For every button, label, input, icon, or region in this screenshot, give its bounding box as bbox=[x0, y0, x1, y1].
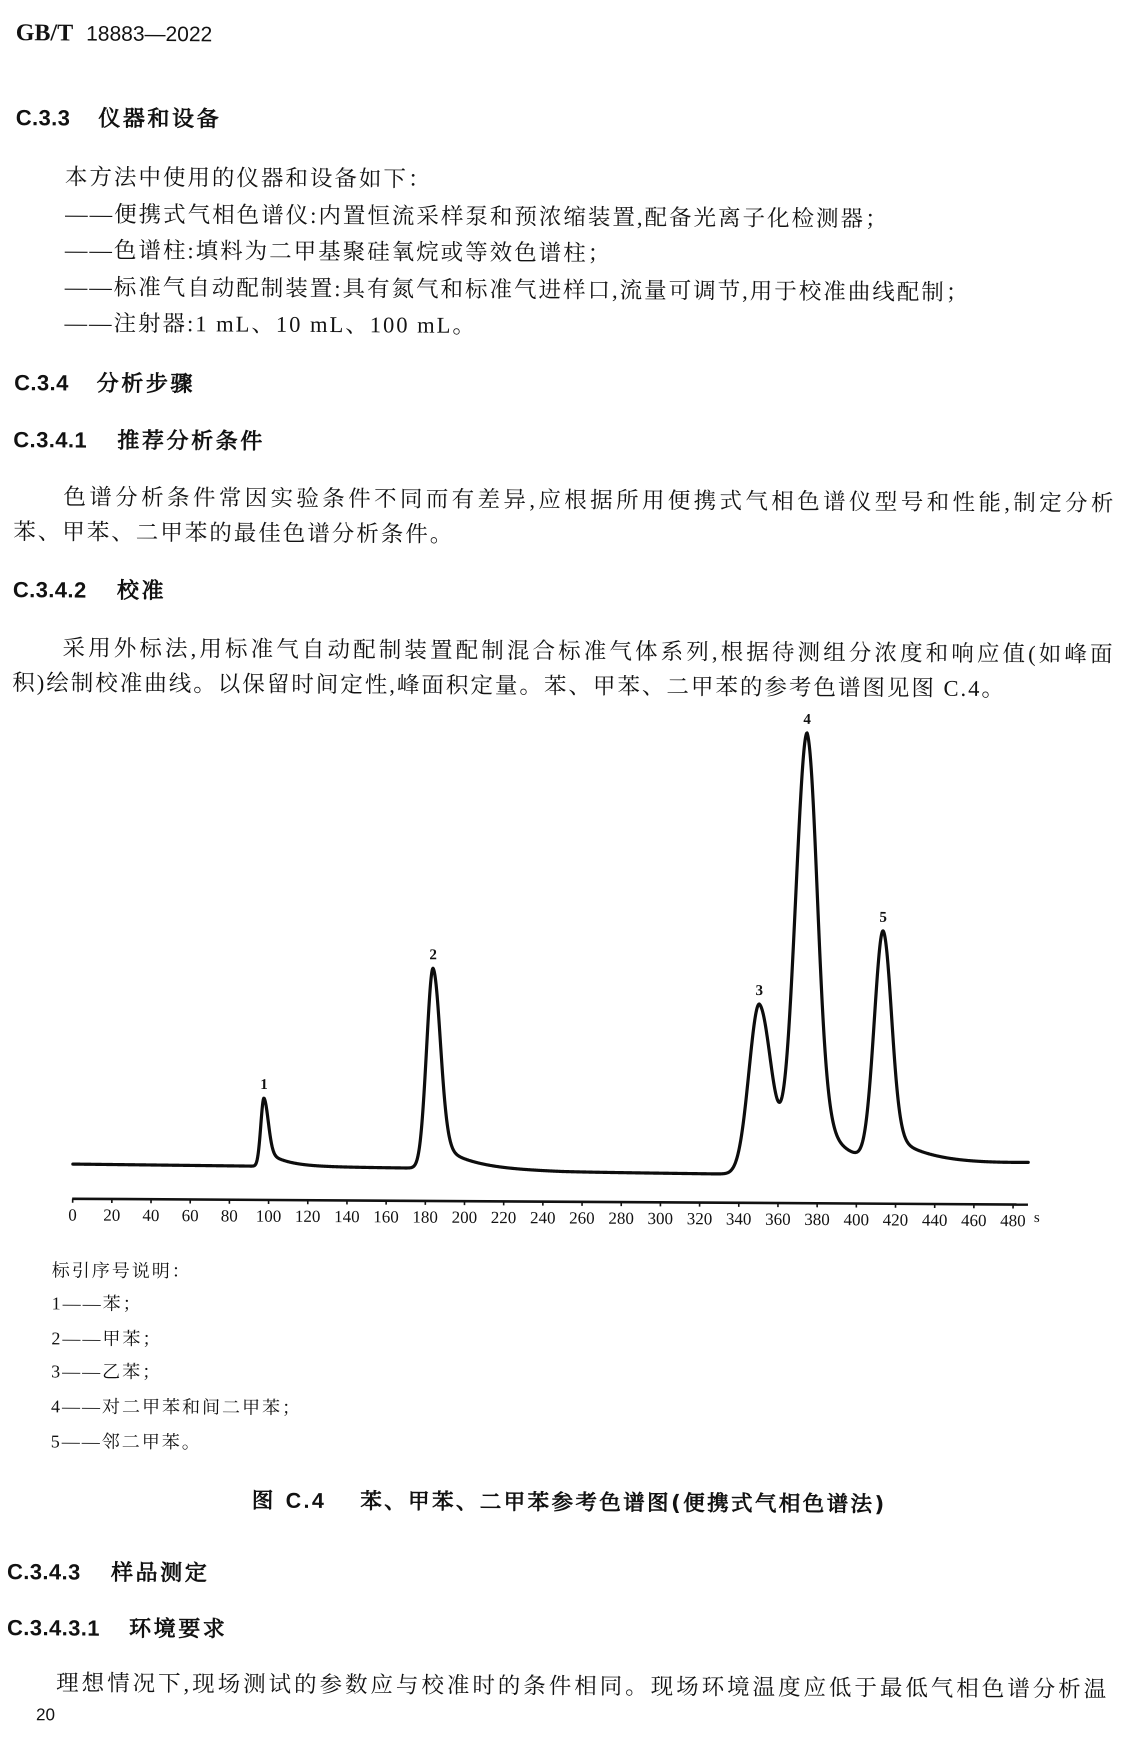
instrument-list-item: ——标准气自动配制装置:具有氮气和标准气进样口,流量可调节,用于校准曲线配制； bbox=[64, 274, 971, 305]
section-title: 分析步骤 bbox=[96, 371, 196, 398]
x-axis-tick-label: 200 bbox=[451, 1207, 478, 1227]
x-axis-tick-label: 280 bbox=[608, 1208, 634, 1228]
figure-label-prefix: 图 bbox=[251, 1488, 276, 1514]
section-number: C.3.4.3.1 bbox=[6, 1615, 101, 1641]
section-number: C.3.4.1 bbox=[13, 427, 88, 453]
document-header bbox=[16, 15, 213, 52]
x-axis-tick-label: 260 bbox=[569, 1208, 595, 1228]
x-axis-tick-label: 440 bbox=[921, 1210, 948, 1230]
instrument-list-item: ——色谱柱:填料为二甲基聚硅氧烷或等效色谱柱； bbox=[64, 236, 613, 266]
peak-label: 2 bbox=[429, 947, 437, 964]
standard-prefix: GB/T bbox=[15, 20, 74, 47]
legend-item: 3——乙苯； bbox=[51, 1361, 163, 1383]
x-axis-tick-label: 380 bbox=[804, 1209, 830, 1230]
section-number: C.3.4.2 bbox=[12, 577, 87, 603]
x-axis-tick-label: 340 bbox=[725, 1209, 752, 1229]
x-axis-tick-label: 0 bbox=[68, 1205, 77, 1225]
legend-item: 2——甲苯； bbox=[51, 1328, 163, 1350]
x-axis-tick-label: 420 bbox=[882, 1210, 909, 1230]
section-number: C.3.3 bbox=[15, 105, 71, 131]
section-heading-c-3-3 bbox=[16, 100, 222, 137]
x-axis-tick-label: 100 bbox=[255, 1206, 282, 1226]
x-axis-tick-label: 140 bbox=[334, 1207, 360, 1227]
x-axis-tick-label: 20 bbox=[103, 1205, 121, 1225]
paragraph-line: 苯、甲苯、二甲苯的最佳色谱分析条件。 bbox=[13, 518, 455, 547]
chromatogram-trace bbox=[73, 728, 1031, 1175]
section-heading-c-3-4 bbox=[14, 365, 195, 402]
x-axis-tick-label: 240 bbox=[529, 1208, 556, 1228]
x-axis-tick-label: 40 bbox=[142, 1205, 160, 1225]
section-heading-c-3-4-1 bbox=[13, 422, 265, 460]
standard-number: 18883—2022 bbox=[86, 22, 213, 47]
paragraph-line: 采用外标法,用标准气自动配制装置配制混合标准气体系列,根据待测组分浓度和响应值(如峰面 bbox=[62, 634, 1115, 667]
paragraph-line: 积)绘制校准曲线。以保留时间定性,峰面积定量。苯、甲苯、二甲苯的参考色谱图见图 C.4。 bbox=[12, 669, 1007, 702]
x-axis-unit-label: s bbox=[1033, 1210, 1040, 1227]
figure-caption-title: 苯、甲苯、二甲苯参考色谱图(便携式气相色谱法) bbox=[360, 1489, 887, 1518]
section-title: 仪器和设备 bbox=[98, 106, 222, 133]
x-axis-tick-label: 460 bbox=[960, 1210, 987, 1231]
instrument-list-item: ——便携式气相色谱仪:内置恒流采样泵和预浓缩装置,配备光离子化检测器； bbox=[65, 200, 890, 232]
legend-item: 4——对二甲苯和间二甲苯； bbox=[50, 1396, 303, 1419]
instrument-list-item: ——注射器:1 mL、10 mL、100 mL。 bbox=[64, 310, 477, 338]
x-axis-tick-label: 300 bbox=[647, 1208, 674, 1229]
paragraph-line: 色谱分析条件常因实验条件不同而有差异,应根据所用便携式气相色谱仪型号和性能,制定分析 bbox=[63, 483, 1116, 516]
legend-item: 1——苯； bbox=[51, 1293, 143, 1314]
legend-item: 5——邻二甲苯。 bbox=[50, 1431, 202, 1453]
peak-label: 4 bbox=[803, 711, 811, 728]
figure-label-number: C.4 bbox=[285, 1488, 327, 1514]
page-number: 20 bbox=[35, 1705, 56, 1725]
section-heading-c-3-4-3 bbox=[7, 1554, 210, 1591]
x-axis-tick-label: 60 bbox=[181, 1206, 199, 1226]
x-axis-tick-label: 320 bbox=[686, 1209, 713, 1229]
section-heading-c-3-4-2 bbox=[13, 572, 166, 609]
x-axis-tick-label: 400 bbox=[843, 1210, 870, 1230]
x-axis-tick-label: 220 bbox=[490, 1208, 517, 1228]
peak-label: 3 bbox=[755, 983, 764, 1000]
x-axis-line bbox=[72, 1199, 1028, 1205]
section-number: C.3.4 bbox=[14, 370, 69, 396]
section-title: 环境要求 bbox=[128, 1616, 228, 1643]
section-number: C.3.4.3 bbox=[6, 1559, 81, 1585]
peak-label: 5 bbox=[879, 909, 887, 926]
x-axis-tick-label: 120 bbox=[294, 1206, 321, 1226]
section-heading-c-3-4-3-1 bbox=[7, 1610, 228, 1647]
section-title: 样品测定 bbox=[110, 1560, 210, 1587]
chromatogram-chart bbox=[0, 700, 1121, 1247]
section-title: 推荐分析条件 bbox=[117, 428, 265, 455]
figure-caption bbox=[252, 1483, 887, 1523]
x-axis-tick-label: 360 bbox=[765, 1209, 791, 1229]
instrument-intro: 本方法中使用的仪器和设备如下： bbox=[64, 163, 433, 192]
peak-label: 1 bbox=[260, 1077, 268, 1094]
paragraph-line: 理想情况下,现场测试的参数应与校准时的条件相同。现场环境温度应低于最低气相色谱分析温 bbox=[56, 1670, 1109, 1702]
x-axis-tick-label: 160 bbox=[373, 1207, 399, 1227]
x-axis-tick-label: 80 bbox=[220, 1206, 238, 1226]
legend-title: 标引序号说明： bbox=[51, 1260, 192, 1281]
section-title: 校准 bbox=[116, 578, 167, 605]
x-axis-tick-label: 480 bbox=[1000, 1211, 1026, 1231]
x-axis-tick-label: 180 bbox=[412, 1207, 439, 1227]
